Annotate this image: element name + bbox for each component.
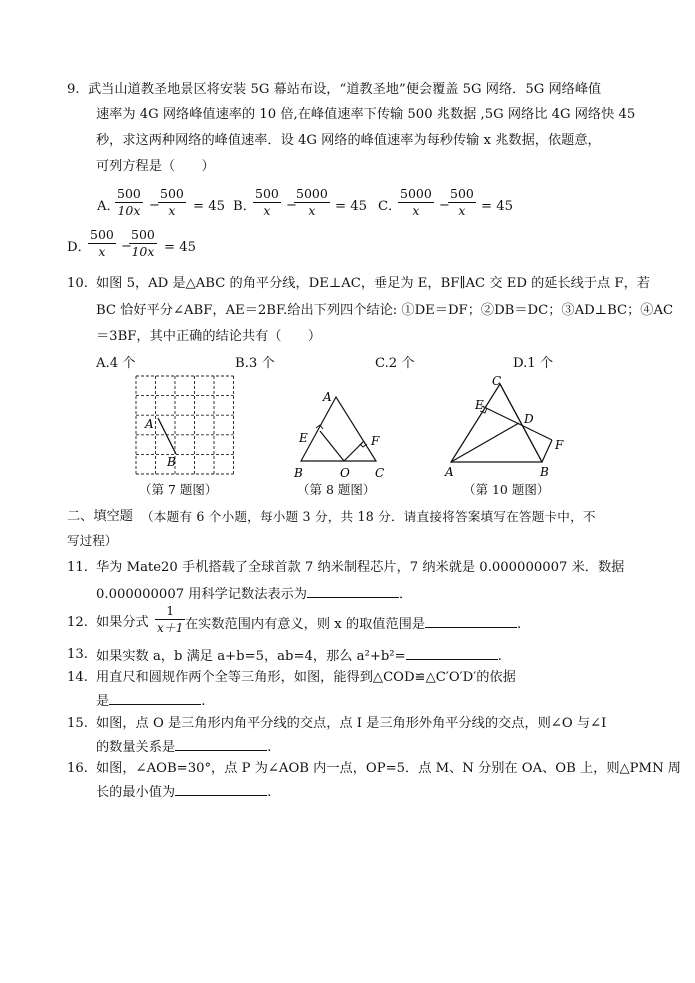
numerator: 500 — [160, 186, 184, 201]
numerator: 500 — [255, 186, 279, 201]
fraction — [158, 186, 186, 219]
figure-7-grid — [130, 370, 250, 480]
fraction — [448, 186, 476, 219]
question-text: 可列方程是（ ） — [96, 159, 215, 174]
section-note: 写过程） — [67, 533, 118, 548]
punctuation: . — [201, 694, 206, 709]
minus-sign: − — [149, 198, 160, 213]
question-text — [96, 738, 271, 756]
question-text — [96, 783, 271, 801]
fraction — [398, 186, 434, 219]
point-label-a: A — [145, 417, 154, 431]
numerator: 5000 — [296, 186, 328, 201]
point-label-f: F — [555, 438, 564, 452]
choice-a: A.4 个 — [96, 356, 136, 371]
question-text: 0.000000007 用科学记数法表示为 — [96, 587, 307, 602]
question-text: 如果分式 — [96, 615, 149, 630]
fraction — [294, 186, 330, 219]
option-b-label: B． — [233, 199, 256, 214]
question-text: BC 恰好平分∠ABF，AE＝2BF.给出下列四个结论: ①DE＝DF；②DB＝DC；③AD⊥BC；④AC — [96, 303, 674, 318]
minus-sign: − — [121, 239, 132, 254]
choice-c: C.2 个 — [375, 356, 415, 371]
question-number: 15. — [67, 716, 88, 731]
answer-blank — [406, 647, 498, 660]
equation-rhs: = 45 — [481, 199, 514, 214]
denominator: 10x — [129, 243, 157, 260]
question-text: 是 — [96, 694, 110, 709]
equation-rhs: = 45 — [193, 199, 226, 214]
equation-rhs: = 45 — [335, 199, 368, 214]
question-text — [96, 692, 205, 710]
numerator: 500 — [450, 186, 474, 201]
numerator: 500 — [117, 186, 141, 201]
fraction — [129, 227, 157, 260]
question-text — [185, 615, 521, 633]
option-c-label: C． — [378, 199, 402, 214]
question-text — [96, 647, 502, 665]
question-text: 速率为 4G 网络峰值速率的 10 倍,在峰值速率下传输 500 兆数据 ,5G 网络比 4G 网络快 45 — [96, 107, 636, 122]
figure-caption: （第 7 题图） — [139, 482, 218, 497]
question-text: 如图 5，AD 是△ABC 的角平分线，DE⊥AC，垂足为 E，BF∥AC 交 ED 的延长线于点 F，若 — [96, 276, 650, 291]
figure-10-triangle — [437, 370, 577, 480]
denominator: x — [158, 202, 186, 219]
question-text: 的数量关系是 — [96, 740, 176, 755]
punctuation: ． — [398, 587, 413, 602]
point-label-d: D — [524, 412, 534, 426]
denominator: 10x — [115, 202, 143, 219]
punctuation: . — [497, 649, 502, 664]
point-label-e: E — [475, 398, 484, 412]
equation-rhs: = 45 — [164, 240, 197, 255]
denominator: x — [398, 202, 434, 219]
question-number: 9. — [67, 82, 80, 97]
question-number: 11. — [67, 560, 88, 575]
point-label-c: C — [375, 466, 385, 480]
point-label-a: A — [445, 465, 454, 479]
answer-blank — [425, 615, 517, 628]
denominator: x — [294, 202, 330, 219]
point-label-o: O — [340, 466, 350, 480]
question-text: 在实数范围内有意义，则 x 的取值范围是 — [185, 617, 426, 632]
choice-d: D.1 个 — [513, 356, 554, 371]
option-d-label: D． — [67, 240, 91, 255]
question-text: 如果实数 a，b 满足 a+b=5，ab=4，那么 a²+b²= — [96, 649, 406, 664]
question-text: 如图，∠AOB=30°，点 P 为∠AOB 内一点，OP=5．点 M、N 分别在 OA、OB 上，则△PMN 周 — [96, 761, 681, 776]
question-text — [96, 585, 412, 603]
point-label-b: B — [294, 466, 303, 480]
figure-caption: （第 10 题图） — [463, 482, 550, 497]
segment-ab — [158, 418, 176, 454]
denominator: x — [88, 243, 116, 260]
section-heading: 二、填空题 — [67, 509, 133, 524]
question-text: 如图，点 O 是三角形内角平分线的交点，点 I 是三角形外角平分线的交点，则∠O 与∠I — [96, 716, 607, 731]
question-number: 12. — [67, 615, 88, 630]
numerator: 1 — [166, 604, 175, 618]
choice-b: B.3 个 — [235, 356, 275, 371]
fraction — [88, 227, 116, 260]
question-text: 用直尺和圆规作两个全等三角形，如图，能得到△COD≌△C′O′D′的依据 — [96, 670, 516, 685]
fraction — [253, 186, 281, 219]
numerator: 5000 — [400, 186, 432, 201]
section-note: （本题有 6 个小题，每小题 3 分，共 18 分．请直接将答案填写在答题卡中，不 — [141, 509, 596, 524]
denominator: x＋1 — [157, 621, 184, 635]
question-number: 14. — [67, 670, 88, 685]
figure-caption: （第 8 题图） — [297, 482, 376, 497]
figure-8-triangle — [285, 382, 395, 482]
minus-sign: − — [286, 198, 297, 213]
option-a-label: A． — [97, 199, 120, 214]
answer-blank — [175, 783, 267, 796]
answer-blank — [175, 738, 267, 751]
fraction — [155, 603, 185, 636]
question-text: 华为 Mate20 手机搭载了全球首款 7 纳米制程芯片，7 纳米就是 0.000000007 米．数据 — [96, 560, 625, 575]
minus-sign: − — [439, 198, 450, 213]
answer-blank — [307, 585, 399, 598]
point-label-b: B — [540, 465, 549, 479]
question-text: 长的最小值为 — [96, 785, 176, 800]
numerator: 500 — [131, 227, 155, 242]
numerator: 500 — [90, 227, 114, 242]
punctuation: . — [267, 740, 272, 755]
denominator: x — [448, 202, 476, 219]
point-label-a: A — [323, 390, 332, 404]
question-text: 秒，求这两种网络的峰值速率．设 4G 网络的峰值速率为每秒传输 x 兆数据，依题意， — [96, 133, 601, 148]
denominator: x — [253, 202, 281, 219]
point-label-c: C — [492, 374, 502, 388]
point-label-e: E — [299, 431, 308, 445]
punctuation: . — [517, 617, 522, 632]
point-label-b: B — [167, 455, 176, 469]
question-number: 10. — [67, 276, 88, 291]
question-number: 16. — [67, 761, 88, 776]
fraction — [115, 186, 143, 219]
question-text: ＝3BF，其中正确的结论共有（ ） — [96, 329, 322, 344]
question-text: 武当山道教圣地景区将安装 5G 幕站布设，“道教圣地”便会覆盖 5G 网络．5G 网络峰值 — [88, 82, 602, 97]
question-number: 13. — [67, 647, 88, 662]
punctuation: . — [267, 785, 272, 800]
point-label-f: F — [371, 434, 380, 448]
answer-blank — [109, 692, 201, 705]
